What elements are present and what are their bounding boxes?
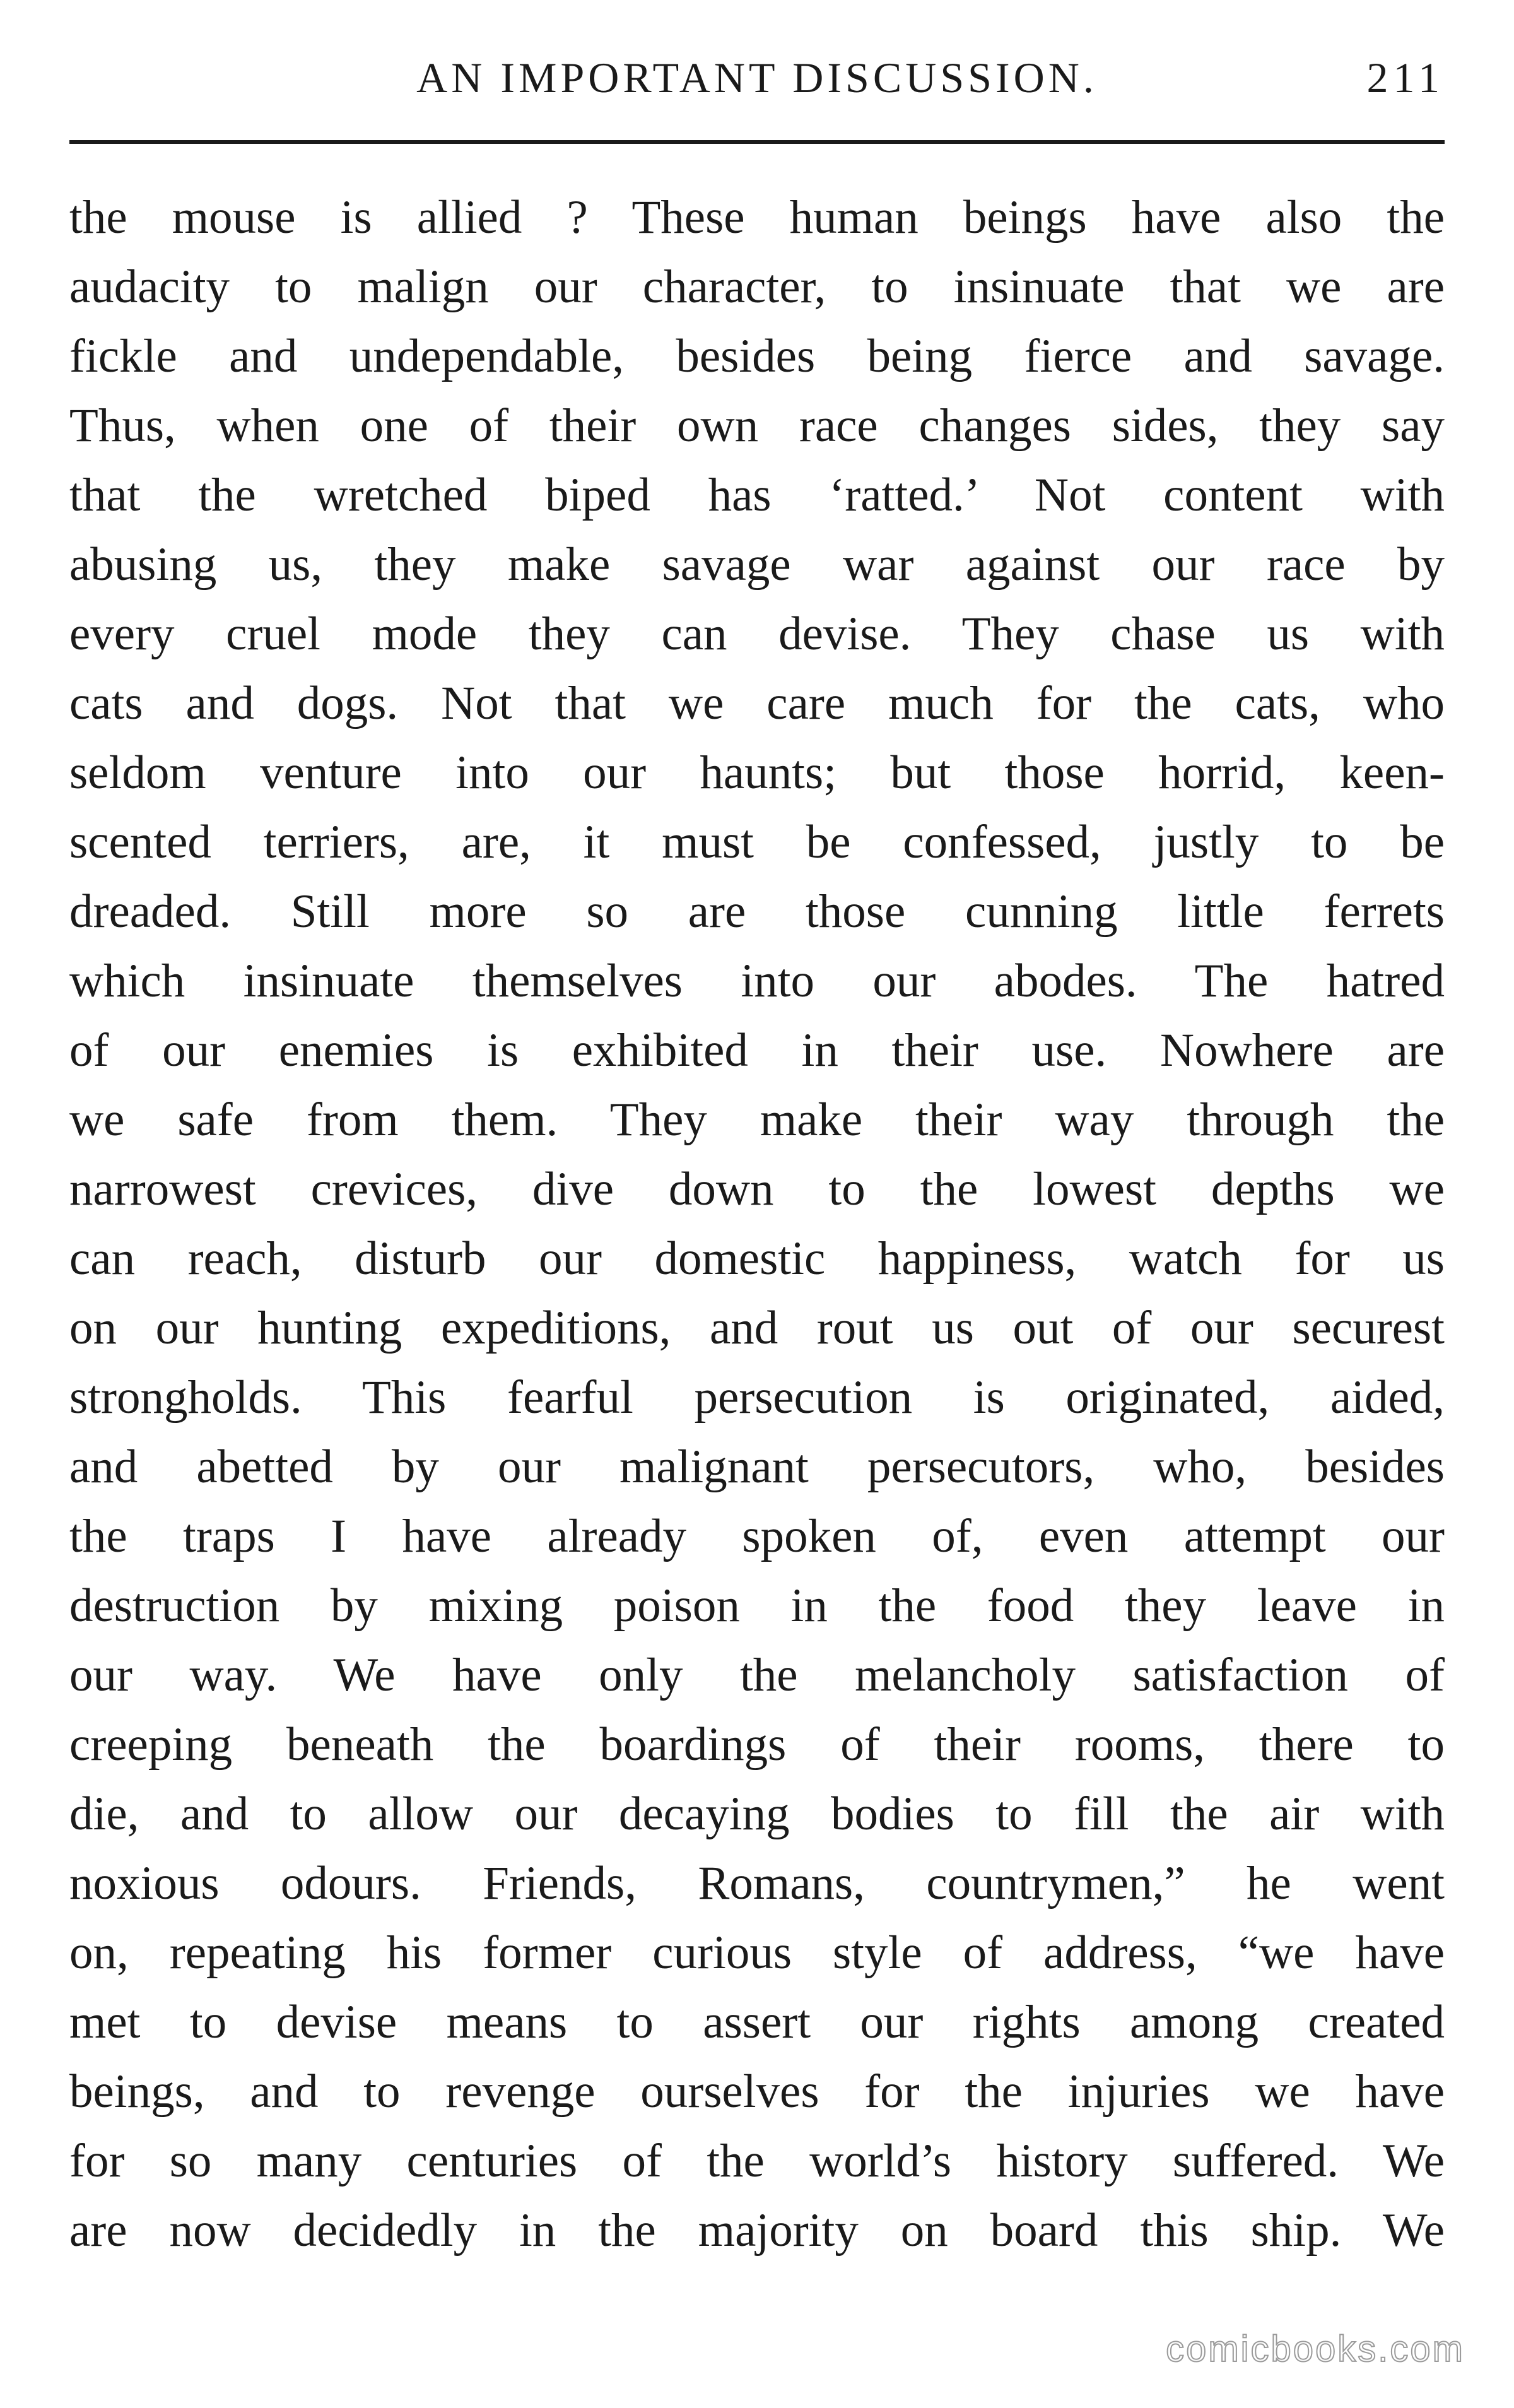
text-line: our way. We have only the melancholy satisfaction of: [69, 1649, 1445, 1701]
text-line: dreaded. Still more so are those cunning little ferrets: [69, 885, 1445, 938]
text-line: die, and to allow our decaying bodies to fill the air with: [69, 1788, 1445, 1840]
body-text: [69, 183, 1445, 2265]
text-line: that the wretched biped has ‘ratted.’ Not content with: [69, 469, 1445, 521]
text-line: we safe from them. They make their way through the: [69, 1094, 1445, 1146]
text-line: for so many centuries of the world’s history suffered. We: [69, 2135, 1445, 2187]
text-line: which insinuate themselves into our abodes. The hatred: [69, 955, 1445, 1007]
text-line: narrowest crevices, dive down to the lowest depths we: [69, 1163, 1445, 1215]
text-line: on, repeating his former curious style of address, “we have: [69, 1927, 1445, 1979]
text-line: the traps I have already spoken of, even attempt our: [69, 1510, 1445, 1562]
text-line: met to devise means to assert our rights among created: [69, 1996, 1445, 2048]
running-head: [69, 49, 1445, 106]
header-rule: [69, 140, 1445, 144]
text-line: can reach, disturb our domestic happiness, watch for us: [69, 1232, 1445, 1285]
text-line: strongholds. This fearful persecution is originated, aided,: [69, 1371, 1445, 1424]
text-line: and abetted by our malignant persecutors, who, besides: [69, 1441, 1445, 1493]
text-line: every cruel mode they can devise. They chase us with: [69, 608, 1445, 660]
text-line: the mouse is allied ? These human beings have also the: [69, 191, 1445, 244]
text-line: fickle and undependable, besides being fierce and savage.: [69, 330, 1445, 382]
text-line: destruction by mixing poison in the food they leave in: [69, 1579, 1445, 1632]
text-line: cats and dogs. Not that we care much for the cats, who: [69, 677, 1445, 729]
running-title: AN IMPORTANT DISCUSSION.: [416, 54, 1098, 102]
text-line: beings, and to revenge ourselves for the injuries we have: [69, 2065, 1445, 2118]
text-line: scented terriers, are, it must be confessed, justly to be: [69, 816, 1445, 868]
text-line: of our enemies is exhibited in their use. Nowhere are: [69, 1024, 1445, 1077]
text-line: audacity to malign our character, to insinuate that we are: [69, 261, 1445, 313]
watermark-text: comicbooks.com: [1166, 2328, 1465, 2370]
text-line: on our hunting expeditions, and rout us out of our securest: [69, 1302, 1445, 1354]
text-line: abusing us, they make savage war against our race by: [69, 538, 1445, 591]
text-line: are now decidedly in the majority on board this ship. We: [69, 2204, 1445, 2257]
text-line: creeping beneath the boardings of their rooms, there to: [69, 1718, 1445, 1771]
page-number: 211: [1366, 54, 1445, 102]
text-line: noxious odours. Friends, Romans, countrymen,” he went: [69, 1857, 1445, 1909]
text-line: seldom venture into our haunts; but those horrid, keen-: [69, 747, 1445, 799]
text-line: Thus, when one of their own race changes sides, they say: [69, 399, 1445, 452]
